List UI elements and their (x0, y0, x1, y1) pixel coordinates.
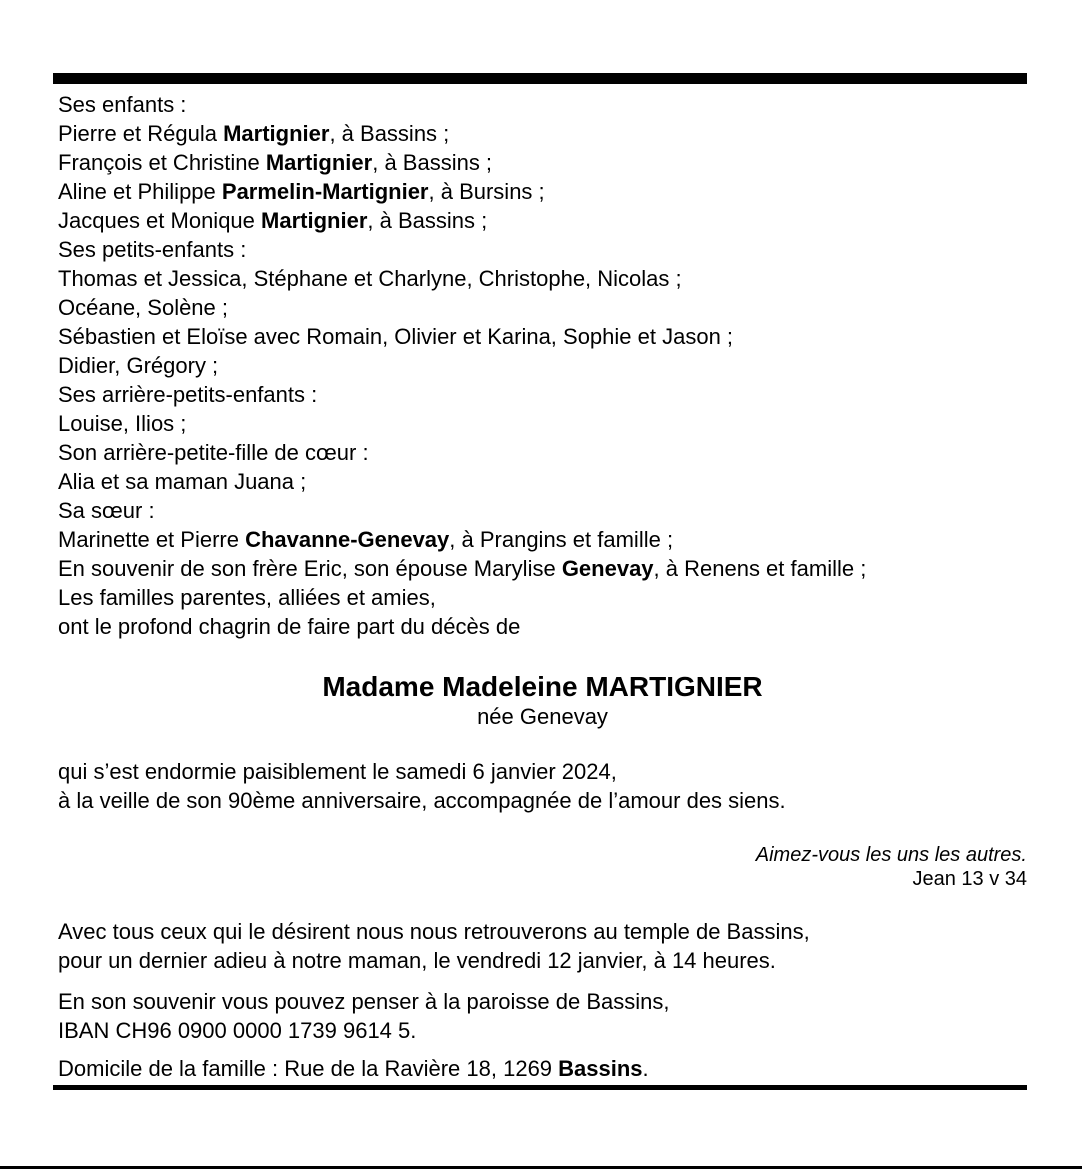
text-line: Avec tous ceux qui le désirent nous nous retrouverons au temple de Bassins, (58, 919, 810, 944)
text-line: Didier, Grégory ; (58, 353, 219, 378)
surname-bold: Martignier (261, 208, 368, 233)
text-line: Ses enfants : (58, 92, 187, 117)
text-line: Louise, Ilios ; (58, 411, 187, 436)
text-line: IBAN CH96 0900 0000 1739 9614 5. (58, 1018, 417, 1043)
text-segment: , à Prangins et famille ; (449, 527, 674, 552)
family-list (58, 90, 1027, 641)
text-line: En son souvenir vous pouvez penser à la paroisse de Bassins, (58, 989, 670, 1014)
text-line: ont le profond chagrin de faire part du décès de (58, 614, 521, 639)
surname-bold: Martignier (265, 150, 373, 175)
text-line (58, 554, 1027, 583)
text-segment: François et Christine (58, 150, 266, 175)
text-segment: Jacques et Monique (58, 208, 262, 233)
surname-bold: Martignier (223, 121, 330, 146)
text-segment: Aline et Philippe (58, 179, 222, 204)
text-line: Sa sœur : (58, 498, 155, 523)
text-segment: , à Bassins ; (372, 150, 493, 175)
donation-paragraph (58, 987, 1027, 1045)
quote-reference: Jean 13 v 34 (912, 868, 1027, 890)
text-line: Ses petits-enfants : (58, 237, 247, 262)
text-segment: , à Bursins ; (428, 179, 545, 204)
domicile-paragraph (58, 1054, 1027, 1083)
text-line: Sébastien et Eloïse avec Romain, Olivier et Karina, Sophie et Jason ; (58, 324, 734, 349)
maiden-name-subtitle: née Genevay (477, 704, 608, 729)
surname-bold: Bassins (558, 1056, 643, 1081)
text-line: Ses arrière-petits-enfants : (58, 382, 318, 407)
text-line: Son arrière-petite-fille de cœur : (58, 440, 369, 465)
text-segment: Marinette et Pierre (58, 527, 246, 552)
surname-bold: Genevay (561, 556, 654, 581)
text-segment: En souvenir de son frère Eric, son épouse Marylise (58, 556, 562, 581)
death-announcement-paragraph (58, 757, 1027, 815)
text-line: Océane, Solène ; (58, 295, 229, 320)
ceremony-paragraph (58, 917, 1027, 975)
text-segment: , à Bassins ; (367, 208, 488, 233)
text-line (58, 177, 1027, 206)
text-line (58, 119, 1027, 148)
text-line (58, 1054, 1027, 1083)
text-segment: . (642, 1056, 649, 1081)
text-line: Les familles parentes, alliées et amies, (58, 585, 436, 610)
text-line: Thomas et Jessica, Stéphane et Charlyne, Christophe, Nicolas ; (58, 266, 682, 291)
quote-text: Aimez-vous les uns les autres. (755, 844, 1027, 866)
text-segment: Pierre et Régula (58, 121, 224, 146)
title-block (58, 671, 1027, 731)
deceased-name-title: Madame Madeleine MARTIGNIER (322, 671, 763, 702)
top-rule (53, 73, 1027, 84)
text-line (58, 525, 1027, 554)
page-bottom-border (0, 1166, 1082, 1169)
text-line: pour un dernier adieu à notre maman, le vendredi 12 janvier, à 14 heures. (58, 948, 776, 973)
text-line: qui s’est endormie paisiblement le samedi 6 janvier 2024, (58, 759, 617, 784)
text-line (58, 206, 1027, 235)
text-segment: , à Renens et famille ; (653, 556, 867, 581)
text-segment: , à Bassins ; (329, 121, 450, 146)
text-segment: Domicile de la famille : Rue de la Ravière 18, 1269 (58, 1056, 559, 1081)
text-line: Alia et sa maman Juana ; (58, 469, 307, 494)
text-line: à la veille de son 90ème anniversaire, accompagnée de l’amour des siens. (58, 788, 786, 813)
bottom-rule (53, 1085, 1027, 1090)
surname-bold: Chavanne-Genevay (245, 527, 450, 552)
surname-bold: Parmelin-Martignier (221, 179, 429, 204)
scripture-quote (58, 843, 1027, 891)
text-line (58, 148, 1027, 177)
